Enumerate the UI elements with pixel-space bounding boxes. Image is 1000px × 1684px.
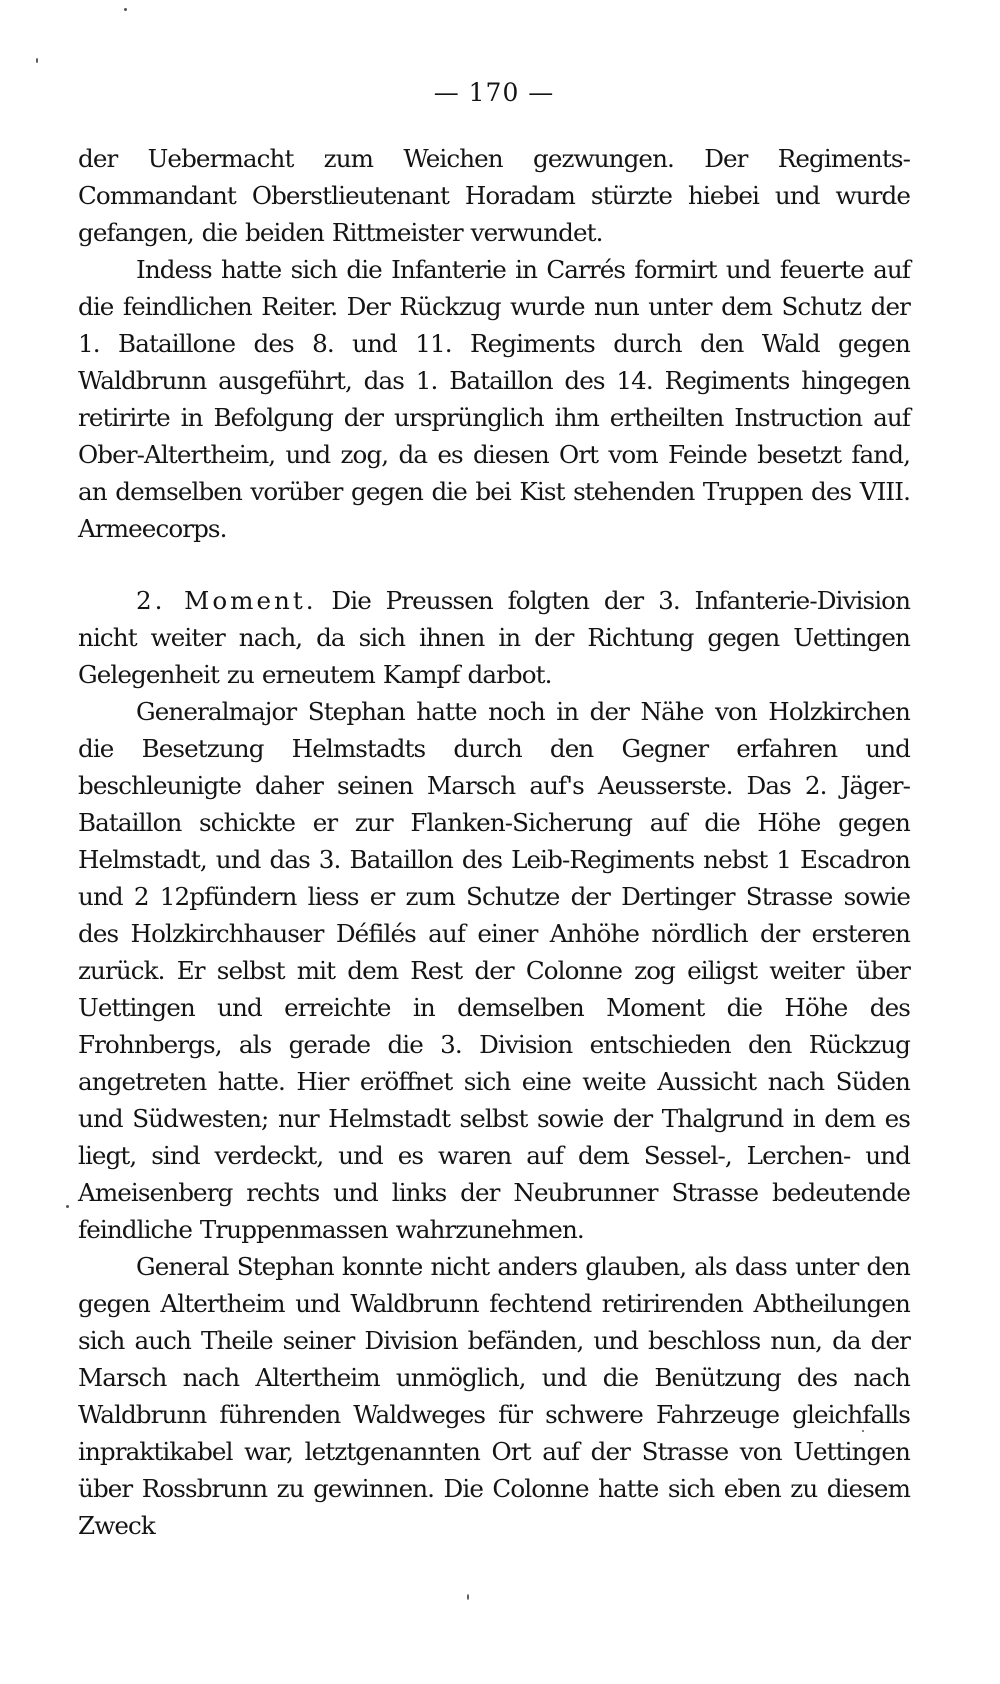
paragraph-stephan-march: Generalmajor Stephan hatte noch in der Nähe von Holzkirchen die Besetzung Helmstadts durch den Gegner erfahren und beschleunigte daher seinen Marsch auf's Aeusserste. Das 2. Jäger-Bataillon schickte er zur Flanken-Sicherung auf die Höhe gegen Helmstadt, und das 3. Bataillon des Leib-Regiments nebst 1 Escadron und 2 12pfündern liess er zum Schutze der Dertinger Strasse sowie des Holzkirchhauser Défilés auf einer Anhöhe nördlich der ersteren zurück. Er selbst mit dem Rest der Colonne zog eiligst weiter über Uettingen und erreichte in demselben Moment die Höhe des Frohnbergs, als gerade die 3. Division entschieden den Rückzug angetreten hatte. Hier eröffnet sich eine weite Aussicht nach Süden und Südwesten; nur Helmstadt selbst sowie der Thalgrund in dem es liegt, sind verdeckt, und es waren auf dem Sessel-, Lerchen- und Ameisenberg rechts und links der Neubrunner Strasse bedeutende feindliche Truppenmassen wahrzunehmen. bbox=[78, 697, 910, 1244]
paragraph-continued: der Uebermacht zum Weichen gezwungen. Der Regiments-Commandant Oberstlieutenant Horadam stürzte hiebei und wurde gefangen, die beiden Rittmeister verwundet. bbox=[78, 144, 910, 247]
scan-speck bbox=[66, 1205, 69, 1208]
section-lead: 2. Moment. bbox=[136, 586, 317, 615]
paragraph-stephan-decision: General Stephan konnte nicht anders glauben, als dass unter den gegen Altertheim und Waldbrunn fechtend retirirenden Abtheilungen sich auch Theile seiner Division befänden, und beschloss nun, da der Marsch nach Altertheim unmöglich, und die Benützung des nach Waldbrunn führenden Waldweges für schwere Fahrzeuge gleichfalls inpraktikabel war, letztgenannten Ort auf der Strasse von Uettingen über Rossbrunn zu gewinnen. Die Colonne hatte sich eben zu diesem Zweck bbox=[78, 1252, 910, 1540]
paragraph-moment bbox=[78, 582, 910, 693]
scan-speck bbox=[467, 1594, 469, 1600]
book-page bbox=[78, 78, 911, 1540]
page-number: — 170 — bbox=[433, 78, 555, 107]
paragraph-moment-text: Die Preussen folgten der 3. Infanterie-Division nicht weiter nach, da sich ihnen in der Richtung gegen Uettingen Gelegenheit zu erneutem Kampf darbot. bbox=[78, 586, 911, 689]
page-body bbox=[78, 140, 910, 1544]
scan-speck bbox=[124, 8, 127, 11]
paragraph-infanterie: Indess hatte sich die Infanterie in Carrés formirt und feuerte auf die feindlichen Reiter. Der Rückzug wurde nun unter dem Schutz der 1. Bataillone des 8. und 11. Regiments durch den Wald gegen Waldbrunn ausgeführt, das 1. Bataillon des 14. Regiments hingegen retirirte in Befolgung der ursprünglich ihm ertheilten Instruction auf Ober-Altertheim, und zog, da es diesen Ort vom Feinde besetzt fand, an demselben vorüber gegen die bei Kist stehenden Truppen des VIII. Armeecorps. bbox=[78, 255, 910, 543]
scan-speck bbox=[36, 58, 38, 63]
